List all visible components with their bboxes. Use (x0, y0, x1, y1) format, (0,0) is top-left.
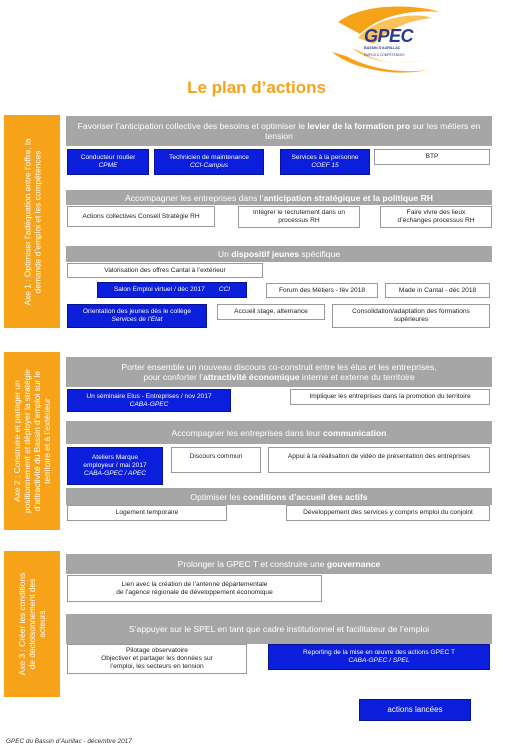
action-services-personne: Services à la personne COEF 15 (280, 149, 370, 175)
action-valorisation-offres: Valorisation des offres Cantal à l’extérieur (67, 263, 263, 278)
action-technicien-maintenance: Technicien de maintenance CCI-Campus (154, 149, 264, 175)
axe1-header-jeunes: Un dispositif jeunes spécifique (66, 246, 492, 262)
action-ateliers-marque-employeur: Ateliers Marque employeur / mai 2017 CABA-GPEC / APEC (67, 447, 163, 485)
axe3-header-gouvernance: Prolonger la GPEC T et construire une gouvernance (66, 554, 492, 574)
action-conseil-strategie-rh: Actions collectives Conseil Stratégie RH (67, 206, 215, 227)
action-logement-temporaire: Logement temporaire (67, 505, 227, 521)
action-impliquer-entreprises: Impliquer les entreprises dans la promotion du territoire (290, 389, 490, 405)
action-salon-emploi-virtuel: Salon Emploi virtuel / déc 2017 CCI (97, 282, 247, 298)
action-pilotage-observatoire: Pilotage observatoire Objectiver et partager les données sur l’emploi, les secteurs en tension (67, 644, 247, 674)
axe2-header-communication: Accompagner les entreprises dans leur communication (66, 421, 492, 444)
legend-actions-lancees: actions lancées (359, 699, 471, 721)
action-formations-superieures: Consolidation/adaptation des formations supérieures (332, 304, 490, 328)
axis-label-2: Axe 2 : Construire et partager un positionnement et déployer la stratégie d’attractivité du Bassin d’emploi sur le territoire et à l’extérieur (12, 369, 52, 513)
logo (328, 4, 448, 80)
axe1-header-rh: Accompagner les entreprises dans l’anticipation stratégique et la politique RH (66, 190, 492, 205)
axis-bar-1 (4, 115, 60, 328)
action-conducteur-routier: Conducteur routier CPME (67, 149, 149, 175)
axis-bar-3 (4, 551, 60, 697)
page-title: Le plan d’actions (187, 78, 326, 97)
action-services-conjoint: Développement des services y compris emploi du conjoint (286, 505, 490, 521)
action-antenne-departementale: Lien avec la création de l’antenne départementale de l’agence régionale de développement économique (67, 575, 322, 602)
logo-wordmark: GPEC (364, 26, 414, 46)
axis-label-1: Axe 1 : Optimiser l’adéquation entre l’offre, la demande d’emploi et les compétences (22, 138, 42, 305)
logo-subtitle: BASSIN D'AURILLAC (364, 46, 401, 50)
action-forum-metiers: Forum des Métiers - fév 2018 (266, 283, 378, 298)
action-accueil-stage: Accueil stage, alternance (217, 304, 325, 320)
action-btp: BTP (374, 149, 490, 165)
action-seminaire-elus-entreprises: Un séminaire Elus - Entreprises / nov 2017 CABA-GPEC (67, 389, 231, 412)
logo-tagline: EMPLOI & COMPÉTENCES (364, 53, 405, 57)
action-made-in-cantal: Made in Cantal - déc 2018 (385, 283, 490, 298)
axis-bar-2 (4, 352, 60, 530)
action-recrutement-processus-rh: Intégrer le recrutement dans un processus RH (238, 206, 360, 228)
action-orientation-jeunes: Orientation des jeunes dès le collège Services de l’Etat (67, 304, 207, 328)
action-reporting-gpec: Reporting de la mise en œuvre des actions GPEC T CABA-GPEC / SPEL (268, 644, 490, 670)
axe1-header-formation: Favoriser l’anticipation collective des besoins et optimiser le levier de la formation pro sur les métiers en tension (66, 116, 492, 146)
axe2-header-accueil-actifs: Optimiser les conditions d’accueil des actifs (66, 488, 492, 505)
axe3-header-spel: S’appuyer sur le SPEL en tant que cadre institutionnel et facilitateur de l’emploi (66, 614, 492, 644)
action-discours-commun: Discours commun (171, 447, 261, 473)
action-appui-video: Appui à la réalisation de vidéo de présentation des entreprises (268, 447, 490, 473)
footer-note: GPEC du Bassin d’Aurillac - décembre 2017 (6, 738, 132, 745)
axe2-header-attractivite: Porter ensemble un nouveau discours co-construit entre les élus et les entreprises, pour conforter l’attractivité économique interne et externe du territoire (66, 357, 492, 387)
action-lieux-echanges-rh: Faire vivre des lieux d’échanges processus RH (380, 206, 492, 228)
axis-label-3: Axe 3 : Créer les conditions de décloisonnement des acteurs (17, 572, 48, 676)
